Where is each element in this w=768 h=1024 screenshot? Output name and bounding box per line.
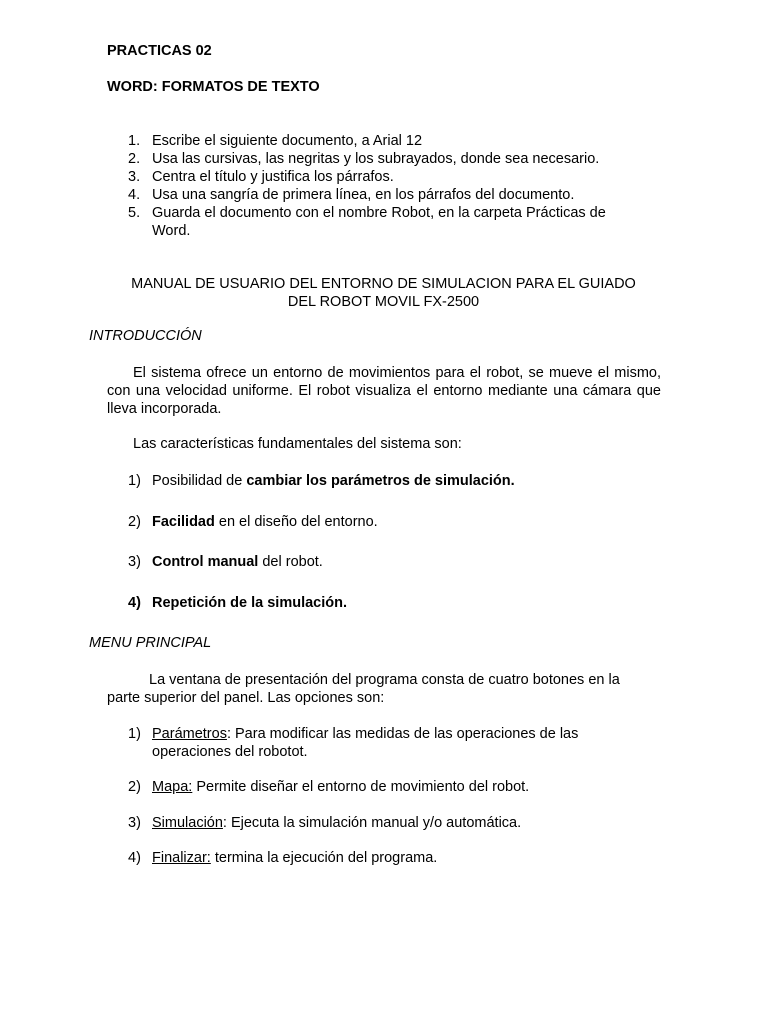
feature-text: Facilidad en el diseño del entorno. [152,514,378,530]
task-item [128,132,628,150]
task-number: 1. [128,133,141,149]
menu-option [128,725,608,761]
feature-text: Repetición de la simulación. [152,595,347,611]
feature-item [128,594,648,612]
practice-title: PRACTICAS 02 [107,43,212,59]
intro-paragraph: El sistema ofrece un entorno de movimientos para el robot, se mueve el mismo, con una velocidad uniforme. El robot visualiza el entorno mediante una cámara que lleva incorporada. [107,365,661,417]
option-text: Parámetros: Para modificar las medidas de las operaciones de las operaciones del robotot. [152,726,579,760]
task-number: 2. [128,151,141,167]
feature-item [128,513,648,531]
section-heading-introduction: INTRODUCCIÓN [89,328,202,344]
feature-item [128,553,648,571]
practice-subject: WORD: FORMATOS DE TEXTO [107,79,320,95]
feature-text: Posibilidad de cambiar los parámetros de simulación. [152,473,515,489]
features-lead: Las características fundamentales del sistema son: [133,436,462,452]
option-number: 1) [128,726,141,742]
menu-paragraph: La ventana de presentación del programa consta de cuatro botones en la parte superior del panel. Las opciones son: [107,672,620,706]
task-text: Escribe el siguiente documento, a Arial 12 [152,133,423,149]
menu-option [128,849,648,867]
task-item [128,150,628,168]
feature-text: Control manual del robot. [152,554,323,570]
option-text: Mapa: Permite diseñar el entorno de movimiento del robot. [152,779,530,795]
feature-number: 1) [128,473,141,489]
option-number: 2) [128,779,141,795]
feature-number: 4) [128,595,141,611]
task-text: Usa una sangría de primera línea, en los párrafos del documento. [152,187,575,203]
option-number: 3) [128,815,141,831]
document-title-line-1: MANUAL DE USUARIO DEL ENTORNO DE SIMULACION PARA EL GUIADO [131,276,636,292]
document-title-line-2: DEL ROBOT MOVIL FX-2500 [287,294,480,310]
option-text: Finalizar: termina la ejecución del programa. [152,850,438,866]
menu-option [128,778,648,796]
task-text: Usa las cursivas, las negritas y los subrayados, donde sea necesario. [152,151,600,167]
task-text: Guarda el documento con el nombre Robot, en la carpeta Prácticas de Word. [152,205,606,239]
option-number: 4) [128,850,141,866]
feature-number: 3) [128,554,141,570]
feature-item [128,472,648,490]
section-heading-menu: MENU PRINCIPAL [89,635,212,651]
task-text: Centra el título y justifica los párrafos. [152,169,394,185]
task-number: 3. [128,169,141,185]
task-item [128,204,608,240]
task-number: 5. [128,205,141,221]
option-text: Simulación: Ejecuta la simulación manual y/o automática. [152,815,522,831]
menu-option [128,814,648,832]
feature-number: 2) [128,514,141,530]
task-item [128,168,628,186]
task-item [128,186,628,204]
task-number: 4. [128,187,141,203]
